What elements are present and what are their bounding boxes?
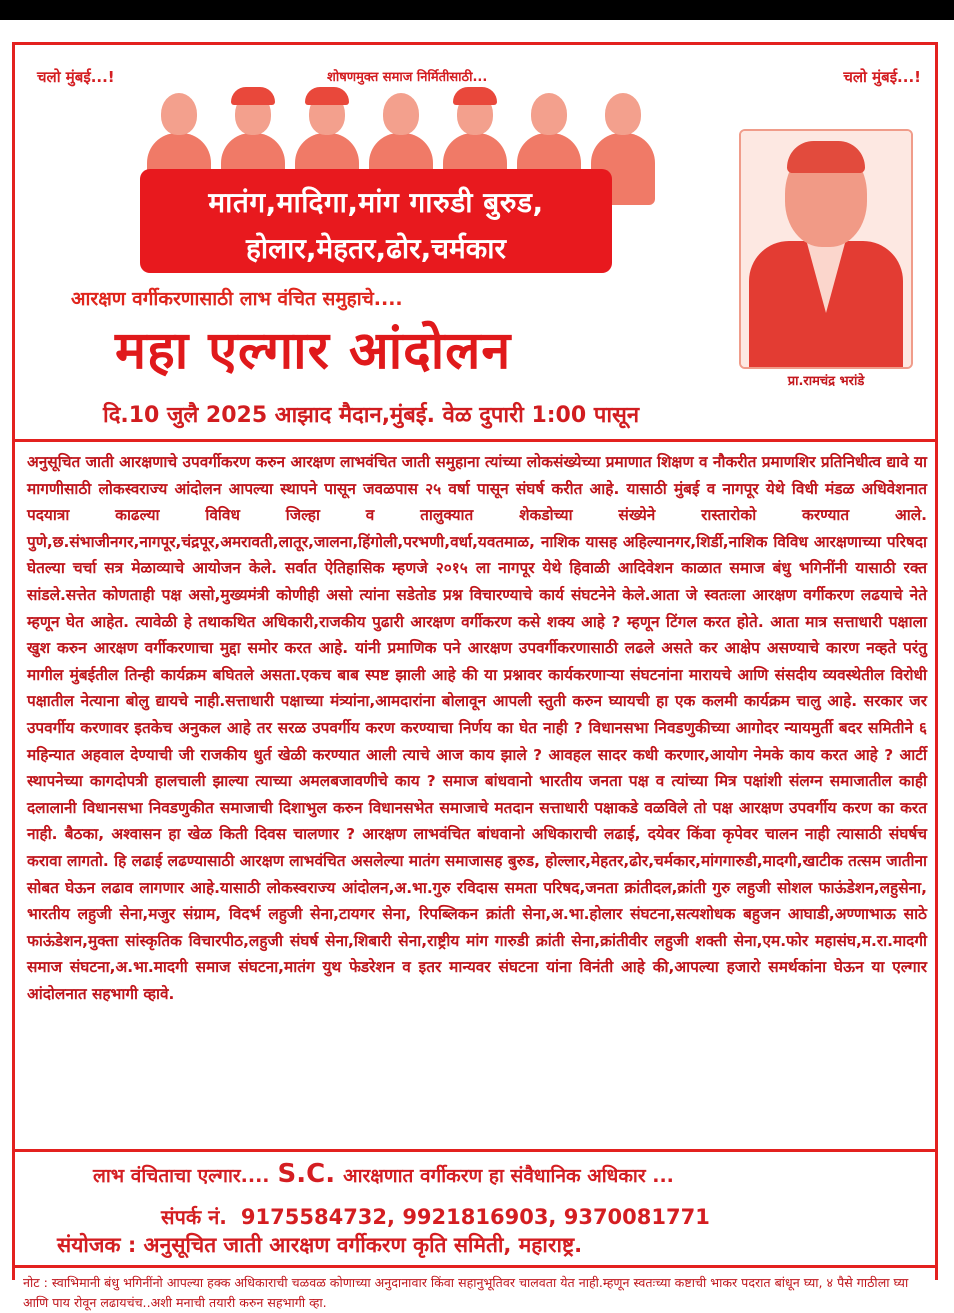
person-photo-icon <box>739 129 913 369</box>
contact-numbers: 9175584732, 9921816903, 9370081771 <box>240 1205 710 1229</box>
divider <box>15 439 935 442</box>
slogan-sc: S.C. <box>277 1159 336 1189</box>
body-paragraph: अनुसूचित जाती आरक्षणाचे उपवर्गीकरण करुन आरक्षण लाभवंचित जाती समुहाना त्यांच्या लोकसंख्येच्या प्रमाणात शिक्षण व नौकरीत प्रमाणशिर प्रतिनिधीत्व द्यावे या मागणीसाठी लोकस्वराज्य आंदोलन आपल्या स्थापने पासून जवळपास २५ वर्षा पासून संघर्ष करीत आहे. यासाठी मुंबई व नागपूर येथे विधी मंडळ अधिवेशनात पदयात्रा काढल्या विविध जिल्हा व तालुक्यात शेकडोच्या संख्येने रास्तारोको करण्यात आले. पुणे,छ.संभाजीनगर,नागपूर,चंद्रपूर,अमरावती,लातूर,जालना,हिंगोली,परभणी,वर्धा,यवतमाळ, नाशिक यासह अहिल्यानगर,शिर्डी,नाशिक विविध आरक्षणाच्या परिषदा घेतल्या चर्चा सत्र मेळाव्याचे आयोजन केले. सर्वात ऐतिहासिक म्हणजे २०१५ ला नागपूर येथे हिवाळी आदिवेशन काळात समाज बंधु भगिनींनी यासाठी रक्त सांडले.सत्तेत कोणताही पक्ष असो,मुख्यमंत्री कोणीही असो त्यांना सडेतोड प्रश्न विचारण्याचे कार्य संघटनेने केले.आता जे स्वतःला आरक्षण वर्गीकरण लढयाचे नेते म्हणून घेत आहेत. त्यावेळी हे तथाकथित अधिकारी,राजकीय पुढारी आरक्षण वर्गीकरण कसे शक्य आहे ? म्हणून टिंगल करत होते. आता मात्र सत्ताधारी पक्षाला खुश करुन आरक्षण वर्गीकरणाचा मुद्दा समोर करत आहे. यांनी प्रमाणिक पने आरक्षण उपवर्गीकरणासाठी लढले असते कर आक्षेप असण्याचे कारण नव्हते परंतु मागील मुंबईतील तिन्ही कार्यक्रम बघितले असता.एकच बाब स्पष्ट झाली आहे की या प्रश्नावर कार्यकरणाऱ्या संघटनांना मारायचे आणि संसदीय व्यवस्थेतील विरोधी पक्षातील नेत्याना बोलु द्यायचे नाही.सत्ताधारी पक्षाच्या मंत्र्यांना,आमदारांना बोलावून आपली स्तुती करुन घ्यायची हा एक कलमी कार्यक्रम चालु आहे. सरकार जर उपवर्गीय करणावर इतकेच अनुकल आहे तर सरळ उपवर्गीय करण करण्याचा निर्णय का घेत नाही ? विधानसभा निवडणुकीच्या आगोदर न्यायमुर्ती बदर समितीने ६ महिन्यात अहवाल देण्याची जी राजकीय धुर्त खेळी करण्यात आली त्याचे आज काय झाले ? आवहल सादर कधी करणार,आयोग नेमके काय करत आहे ? आर्टी स्थापनेच्या कागदोपत्री हालचाली झाल्या त्याच्या अमलबजावणीचे काय ? समाज बांधवानो भारतीय जनता पक्ष व त्यांच्या मित्र पक्षांशी संलग्न समाजातील काही दलालानी विधानसभा निवडणुकीत समाजाची दिशाभुल करुन विधानसभेत समाजाचे मतदान सत्ताधारी पक्षाकडे वळविले तो पक्ष आरक्षण उपवर्गीय करण का करत नाही. बैठका, अश्वासन हा खेळ किती दिवस चालणार ? आरक्षण लाभवंचित बांधवानो अधिकाराची लढाई, दयेवर किंवा कृपेवर चालन नाही त्यासाठी संघर्षच करावा लागतो. हि लढाई लढण्यासाठी आरक्षण लाभवंचित असलेल्या मातंग समाजासह बुरुड, होल्लार,मेहतर,ढोर,चर्मकार,मांगगारुडी,मादगी,खाटीक तत्सम जातीना सोबत घेऊन लढाव लागणार आहे.यासाठी लोकस्वराज्य आंदोलन,अ.भा.गुरु रविदास समता परिषद,जनता क्रांतीदल,क्रांती गुरु लहुजी सोशल फाऊंडेशन,लहुसेना, भारतीय लहुजी सेना,मजुर संग्राम, विदर्भ लहुजी सेना,टायगर सेना, रिपब्लिकन क्रांती सेना,अ.भा.होलार संघटना,सत्यशोधक बहुजन आघाडी,अण्णाभाऊ साठे फाऊंडेशन,मुक्ता सांस्कृतिक विचारपीठ,लहुजी संघर्ष सेना,शिबारी सेना,राष्ट्रीय मांग गारुडी क्रांती सेना,क्रांतीवीर लहुजी शक्ती सेना,एम.फोर महासंघ,म.रा.मादगी समाज संघटना,अ.भा.मादगी समाज संघटना,मातंग युथ फेडरेशन व इतर मान्यवर संघटना यांना विनंती आहे की,आपल्या हजारो समर्थकांना घेऊन या एल्गार आंदोलनात सहभागी व्हावे. <box>27 453 927 1003</box>
sc-slogan <box>93 1159 674 1189</box>
organizer-line: संयोजक : अनुसूचित जाती आरक्षण वर्गीकरण कृति समिती, महाराष्ट्र. <box>57 1233 583 1257</box>
footer-note: नोट : स्वाभिमानी बंधु भगिनींनो आपल्या हक्क अधिकाराची चळवळ कोणाच्या अनुदानावार किंवा सहानुभूतिवर चालवता येत नाही.म्हणून स्वतःच्या कष्टाची भाकर पदरात बांधून घ्या, ४ पैसे गाठीला घ्या आणि पाय रोवून लढायचंच..अशी मनाची तयारी करुन सहभागी व्हा. <box>23 1275 909 1310</box>
top-black-bar <box>0 0 954 20</box>
contact-line <box>161 1203 710 1230</box>
poster <box>12 42 938 1310</box>
subtitle: आरक्षण वर्गीकरणासाठी लाभ वंचित समुहाचे.... <box>71 288 403 310</box>
photo-caption: प्रा.रामचंद्र भरांडे <box>787 374 865 389</box>
slogan-after: आरक्षणात वर्गीकरण हा संवैधानिक अधिकार ... <box>343 1165 674 1187</box>
main-title: महा एल्गार आंदोलन <box>115 321 512 381</box>
community-banner <box>140 169 612 273</box>
left-slogan: चलो मुंबई...! <box>37 68 115 86</box>
divider <box>15 1149 935 1152</box>
banner-line-1: मातंग,मादिगा,मांग गारुडी बुरुड, <box>208 186 544 219</box>
event-date-line: दि.10 जुलै 2025 आझाद मैदान,मुंबई. वेळ दुपारी 1:00 पासून <box>103 403 640 428</box>
right-slogan: चलो मुंबई...! <box>843 68 921 86</box>
divider <box>15 1265 935 1268</box>
contact-label: संपर्क नं. <box>161 1205 227 1229</box>
slogan-before: लाभ वंचिताचा एल्गार.... <box>93 1165 270 1187</box>
center-tagline: शोषणमुक्त समाज निर्मितीसाठी... <box>327 70 488 85</box>
banner-line-2: होलार,मेहतर,ढोर,चर्मकार <box>246 232 506 265</box>
